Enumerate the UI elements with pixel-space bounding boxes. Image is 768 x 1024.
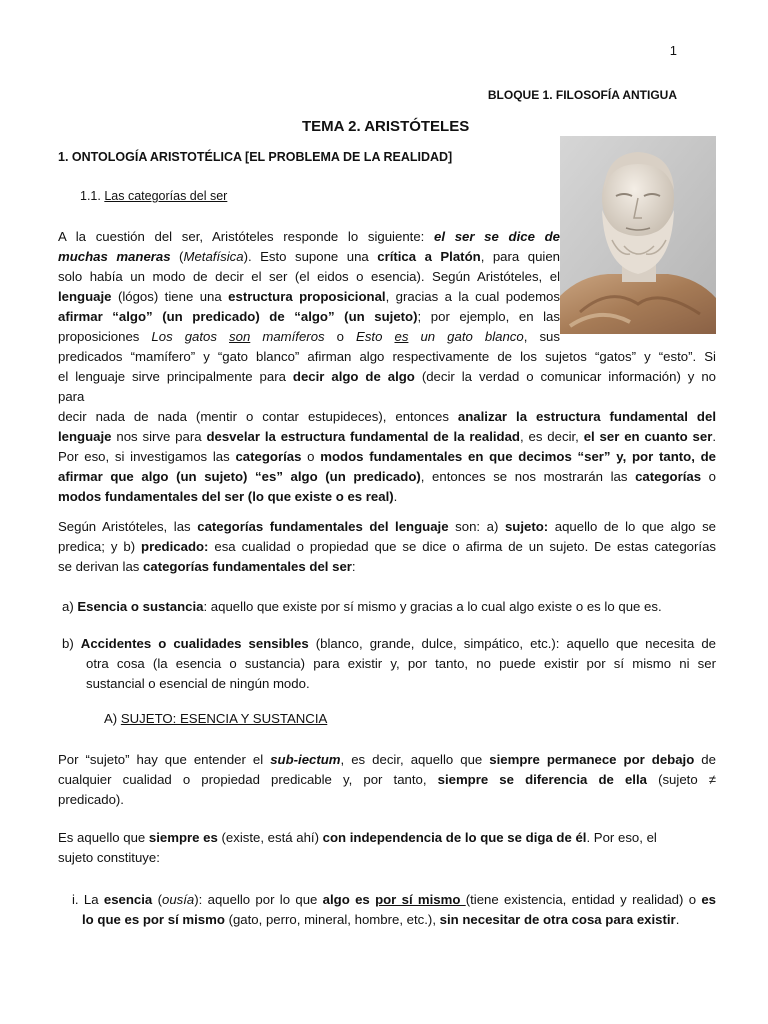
text-line: predicados “mamífero” y “gato blanco” afirman algo respectivamente de los sujetos “gatos” y “esto”. Si bbox=[58, 349, 716, 364]
text-line: muchas maneras (Metafísica). Esto supone una crítica a Platón, para quien bbox=[58, 249, 560, 264]
text-line: para bbox=[58, 389, 85, 404]
text-line: Es aquello que siempre es (existe, está ahí) con independencia de lo que se diga de él. Por eso, el bbox=[58, 830, 657, 845]
text-line: i. La esencia (ousía): aquello por lo que algo es por sí mismo (tiene existencia, entidad y realidad) o es bbox=[72, 892, 716, 907]
text-line: predica; y b) predicado: esa cualidad o propiedad que se dice o afirma de un sujeto. De estas categorías bbox=[58, 539, 716, 554]
text-line: decir nada de nada (mentir o contar estupideces), entonces analizar la estructura fundamental del bbox=[58, 409, 716, 424]
text-line: el lenguaje sirve principalmente para decir algo de algo (decir la verdad o comunicar información) y no bbox=[58, 369, 717, 384]
block-heading: BLOQUE 1. FILOSOFÍA ANTIGUA bbox=[487, 88, 677, 102]
paragraph-categories bbox=[58, 517, 716, 577]
text-line: afirmar “algo” (un predicado) de “algo” (un sujeto); por ejemplo, en las bbox=[58, 309, 560, 324]
text-line: lo que es por sí mismo (gato, perro, mineral, hombre, etc.), sin necesitar de otra cosa para existir. bbox=[82, 912, 680, 927]
text-line: predicado). bbox=[58, 792, 124, 807]
page-number: 1 bbox=[669, 43, 677, 58]
text-line: otra cosa (la esencia o sustancia) para existir y, por tanto, no puede existir por sí mismo ni ser bbox=[86, 656, 716, 671]
list-item-accidents bbox=[62, 634, 716, 694]
text-line: b) Accidentes o cualidades sensibles (blanco, grande, dulce, simpático, etc.): aquello que necesita de bbox=[62, 636, 717, 651]
text-line: se derivan las categorías fundamentales del ser: bbox=[58, 559, 356, 574]
page-title: TEMA 2. ARISTÓTELES bbox=[302, 118, 470, 135]
paragraph-intro bbox=[58, 227, 716, 507]
text-line: Por “sujeto” hay que entender el sub-iectum, es decir, aquello que siempre permanece por debajo de bbox=[58, 752, 716, 767]
text-line: lenguaje (lógos) tiene una estructura proposicional, gracias a la cual podemos bbox=[58, 289, 560, 304]
text-line: sustancial o esencial de ningún modo. bbox=[86, 676, 310, 691]
subsection-title: Las categorías del ser bbox=[104, 189, 228, 203]
text-line: Por eso, si investigamos las categorías o modos fundamentales en que decimos “ser” y, por tanto, de bbox=[58, 449, 716, 464]
paragraph-always-is bbox=[58, 828, 716, 868]
list-item-essence: a) Esencia o sustancia: aquello que existe por sí mismo y gracias a lo cual algo existe o es lo que es. bbox=[62, 599, 662, 614]
text-line: sujeto constituye: bbox=[58, 850, 160, 865]
paragraph-subject bbox=[58, 750, 716, 810]
text-line: cualquier cualidad o propiedad predicable y, por tanto, siempre se diferencia de ella (sujeto ≠ bbox=[58, 772, 716, 787]
text-line: lenguaje nos sirve para desvelar la estructura fundamental de la realidad, es decir, el ser en cuanto ser. bbox=[58, 429, 717, 444]
text-line: proposiciones Los gatos son mamíferos o Esto es un gato blanco, sus bbox=[58, 329, 560, 344]
section-heading: 1. ONTOLOGÍA ARISTOTÉLICA [EL PROBLEMA DE LA REALIDAD] bbox=[58, 150, 453, 164]
list-item-essence-ousia bbox=[72, 890, 716, 930]
subsection-heading bbox=[80, 189, 227, 203]
text-line: Según Aristóteles, las categorías fundamentales del lenguaje son: a) sujeto: aquello de lo que algo se bbox=[58, 519, 716, 534]
subsection-number: 1.1. bbox=[80, 189, 105, 203]
text-line: modos fundamentales del ser (lo que existe o es real). bbox=[58, 489, 398, 504]
text-line: A la cuestión del ser, Aristóteles responde lo siguiente: el ser se dice de bbox=[58, 229, 560, 244]
subsection-a-heading: A) SUJETO: ESENCIA Y SUSTANCIA bbox=[104, 711, 328, 726]
text-line: afirmar que algo (un sujeto) “es” algo (un predicado), entonces se nos mostrarán las categorías o bbox=[58, 469, 716, 484]
text-line: solo había un modo de decir el ser (el eidos o esencia). Según Aristóteles, el bbox=[58, 269, 560, 284]
